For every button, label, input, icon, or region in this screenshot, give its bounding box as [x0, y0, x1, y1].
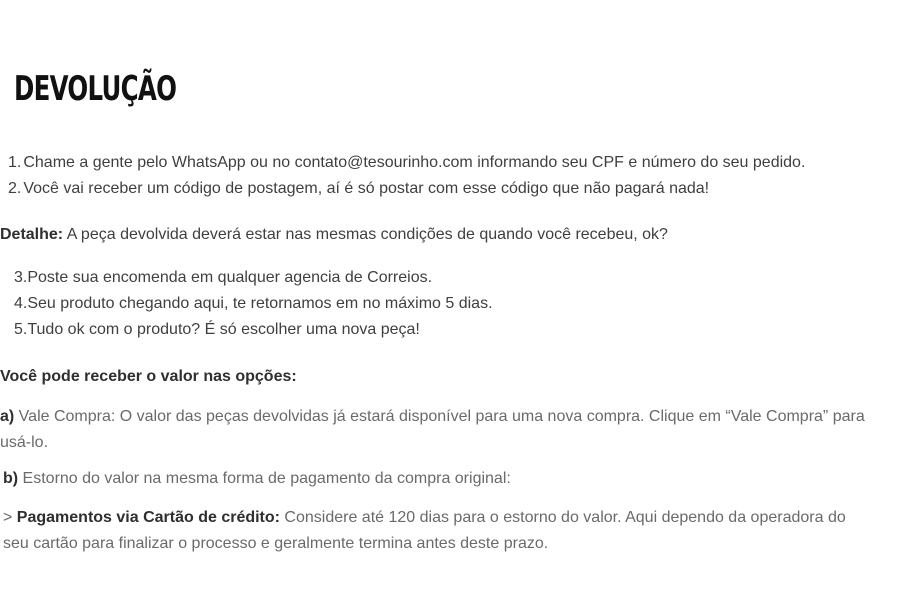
credit-prefix: > — [3, 509, 17, 526]
option-a-label: a) — [0, 408, 15, 425]
option-a-text: Vale Compra: O valor das peças devolvidas já estará disponível para uma nova compra. Clique em “Vale Compra” para usá-lo. — [0, 408, 865, 451]
list-item — [8, 178, 709, 200]
list-number: 2. — [8, 180, 22, 197]
list-item-text: Você vai receber um código de postagem, aí é só postar com esse código que não pagará nada! — [23, 180, 710, 197]
list-item: 4.Seu produto chegando aqui, te retornamos em no máximo 5 dias. — [14, 295, 493, 312]
detail-label: Detalhe: — [0, 226, 64, 243]
list-item: 5.Tudo ok com o produto? É só escolher uma nova peça! — [14, 321, 420, 338]
credit-label: Pagamentos via Cartão de crédito: — [16, 509, 280, 526]
option-b-label: b) — [3, 470, 19, 487]
list-item-text: Chame a gente pelo WhatsApp ou no contato@tesourinho.com informando seu CPF e número do seu pedido. — [23, 154, 806, 171]
credit-text: Considere até 120 dias para o estorno do valor. Aqui dependo da operadora do seu cartão para finalizar o processo e geralmente termina antes deste prazo. — [3, 509, 846, 552]
detail-paragraph — [0, 224, 668, 246]
list-item — [8, 152, 805, 174]
list-number: 1. — [8, 154, 22, 171]
option-b-paragraph — [3, 466, 873, 492]
option-b-text: Estorno do valor na mesma forma de pagamento da compra original: — [18, 470, 511, 487]
list-item: 3.Poste sua encomenda em qualquer agencia de Correios. — [14, 269, 433, 286]
credit-paragraph — [3, 505, 863, 557]
detail-text: A peça devolvida deverá estar nas mesmas condições de quando você recebeu, ok? — [63, 226, 668, 243]
page-title: DEVOLUÇÃO — [14, 69, 177, 109]
option-a-paragraph — [0, 404, 870, 456]
options-heading: Você pode receber o valor nas opções: — [0, 368, 297, 385]
